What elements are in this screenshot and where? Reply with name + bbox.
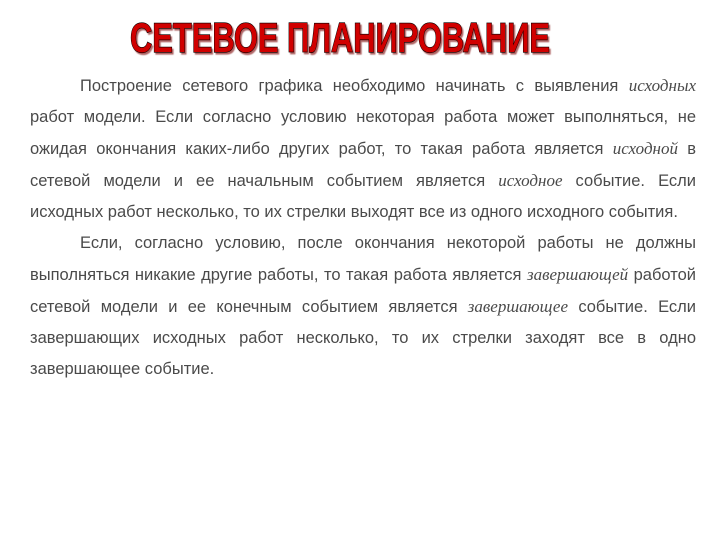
paragraph-2-text-a: Если, согласно условию, после окончания некоторой работы не должны выполняться никакие другие работы, то такая работа является [30, 234, 696, 284]
paragraph-1-text-c: в сетевой модели и ее начальным событием является [30, 140, 696, 190]
term-zavershayushchee: завершающее [467, 297, 569, 316]
paragraph-1-text-a: Построение сетевого графика необходимо начинать с выявления [80, 77, 629, 95]
term-ishodnyh: исходных [628, 76, 696, 95]
term-ishodnoe: исходное [498, 171, 563, 190]
page-title: СЕТЕВОЕ ПЛАНИРОВАНИЕ [130, 14, 550, 61]
paragraph-2-text-b: работой сетевой модели и ее конечным событием является [30, 266, 696, 316]
paragraph-2-text-c: событие. Если завершающих исходных работ несколько, то их стрелки заходят все в одно завершающее событие. [30, 298, 696, 378]
title-svg [0, 6, 720, 66]
paragraph-2 [30, 228, 696, 385]
term-ishodnoi: исходной [612, 139, 678, 158]
title-wordart [0, 6, 720, 66]
paragraph-1-text-b: работ модели. Если согласно условию некоторая работа может выполняться, не ожидая окончания каких-либо других работ, то такая работа является [30, 108, 696, 158]
paragraph-1 [30, 70, 696, 228]
body-text [30, 70, 696, 385]
paragraph-1-text-d: событие. Если исходных работ несколько, то их стрелки выходят все из одного исходного события. [30, 172, 696, 221]
term-zavershayushchei: завершающей [526, 265, 629, 284]
